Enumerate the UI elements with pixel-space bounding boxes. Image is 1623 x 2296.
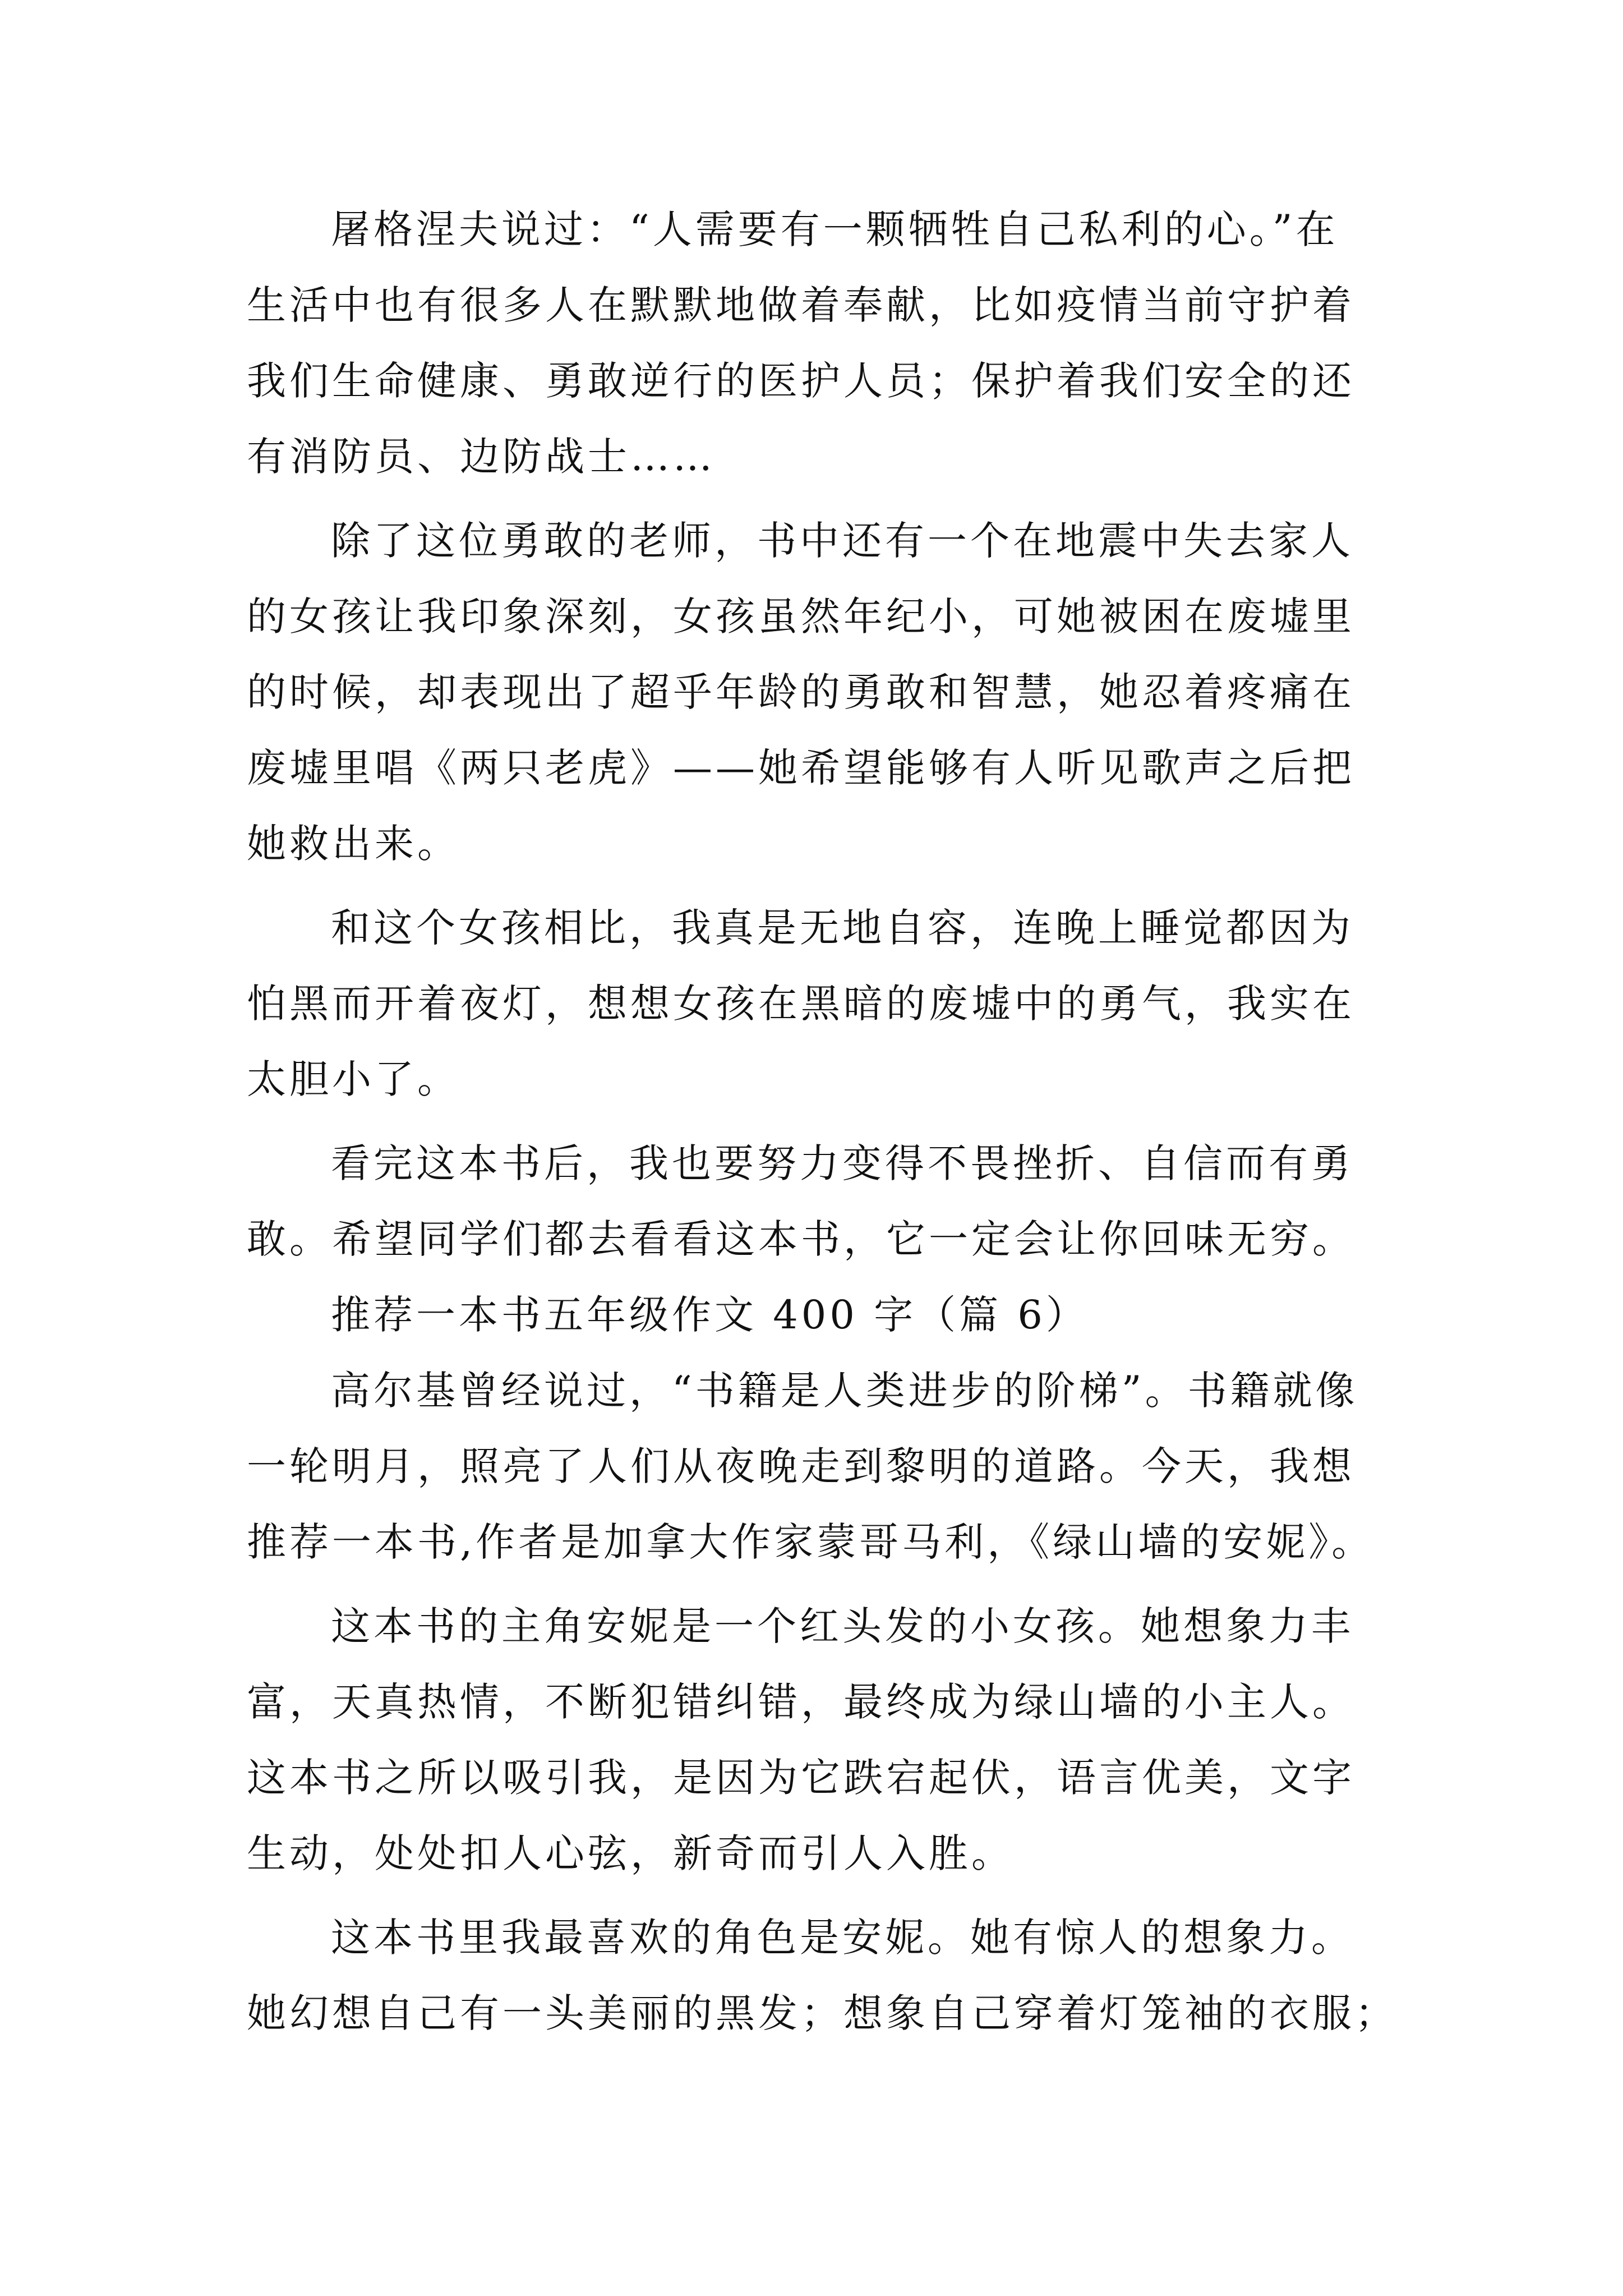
paragraph-6-line-4: 生动，处处扣人心弦，新奇而引人入胜。 xyxy=(247,1830,1014,1876)
paragraph-2-line-2: 的女孩让我印象深刻，女孩虽然年纪小，可她被困在废墟里 xyxy=(247,593,1355,639)
paragraph-6-line-1: 这本书的主角安妮是一个红头发的小女孩。她想象力丰 xyxy=(331,1603,1354,1649)
paragraph-5-line-3: 推荐一本书,作者是加拿大作家蒙哥马利，《绿山墙的安妮》。 xyxy=(247,1519,1375,1565)
paragraph-6-line-3: 这本书之所以吸引我，是因为它跌宕起伏，语言优美，文字 xyxy=(247,1755,1355,1801)
paragraph-7-line-2: 她幻想自己有一头美丽的黑发；想象自己穿着灯笼袖的衣服； xyxy=(247,1990,1398,2036)
paragraph-4-line-2: 敢。希望同学们都去看看这本书，它一定会让你回味无穷。 xyxy=(247,1216,1355,1262)
paragraph-2-line-4: 废墟里唱《两只老虎》——她希望能够有人听见歌声之后把 xyxy=(247,745,1355,791)
paragraph-3-line-1: 和这个女孩相比，我真是无地自容，连晚上睡觉都因为 xyxy=(331,905,1354,951)
section-heading: 推荐一本书五年级作文 400 字（篇 6） xyxy=(331,1292,1089,1338)
paragraph-1-line-4: 有消防员、边防战士…… xyxy=(247,434,716,480)
paragraph-2-line-3: 的时候，却表现出了超乎年龄的勇敢和智慧，她忍着疼痛在 xyxy=(247,669,1355,715)
paragraph-2-line-5: 她救出来。 xyxy=(247,821,460,867)
paragraph-5-line-1: 高尔基曾经说过，“书籍是人类进步的阶梯”。书籍就像 xyxy=(331,1368,1358,1414)
paragraph-4-line-1: 看完这本书后，我也要努力变得不畏挫折、自信而有勇 xyxy=(331,1140,1354,1186)
paragraph-6-line-2: 富，天真热情，不断犯错纠错，最终成为绿山墙的小主人。 xyxy=(247,1679,1355,1725)
paragraph-1-line-1: 屠格涅夫说过：“人需要有一颗牺牲自己私利的心。”在 xyxy=(331,206,1339,252)
document-body xyxy=(247,192,1424,2051)
paragraph-5-line-2: 一轮明月，照亮了人们从夜晚走到黎明的道路。今天，我想 xyxy=(247,1443,1355,1489)
paragraph-3-line-2: 怕黑而开着夜灯，想想女孩在黑暗的废墟中的勇气，我实在 xyxy=(247,981,1355,1027)
paragraph-2-line-1: 除了这位勇敢的老师，书中还有一个在地震中失去家人 xyxy=(331,518,1354,564)
paragraph-3-line-3: 太胆小了。 xyxy=(247,1056,460,1102)
paragraph-1-line-3: 我们生命健康、勇敢逆行的医护人员；保护着我们安全的还 xyxy=(247,358,1355,404)
paragraph-1-line-2: 生活中也有很多人在默默地做着奉献，比如疫情当前守护着 xyxy=(247,282,1355,328)
paragraph-7-line-1: 这本书里我最喜欢的角色是安妮。她有惊人的想象力。 xyxy=(331,1915,1354,1961)
